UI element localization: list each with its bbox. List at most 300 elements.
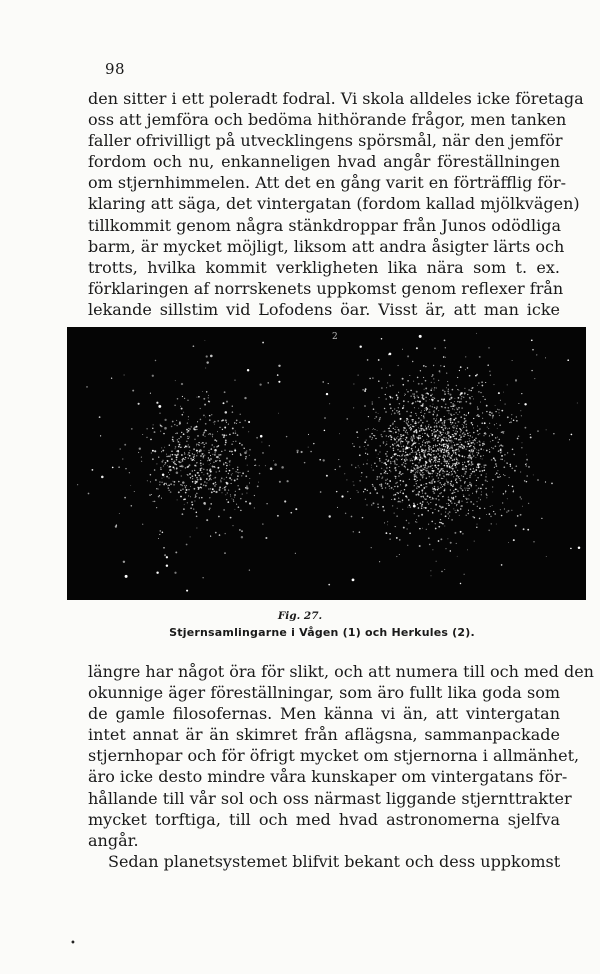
star-dot — [487, 427, 488, 428]
star-dot — [418, 494, 420, 496]
star-dot — [515, 465, 517, 467]
star-dot — [477, 524, 478, 525]
star-dot — [86, 386, 88, 388]
star-dot — [397, 508, 398, 509]
star-dot — [432, 549, 433, 550]
star-dot — [373, 428, 374, 429]
star-dot — [371, 547, 372, 548]
star-dot — [234, 494, 236, 496]
star-dot — [436, 460, 437, 461]
star-dot — [446, 481, 447, 482]
star-dot — [364, 441, 366, 443]
star-dot — [546, 556, 547, 557]
star-dot — [445, 515, 447, 517]
star-dot — [423, 497, 424, 498]
field-star — [247, 369, 249, 371]
star-dot — [411, 436, 412, 437]
star-dot — [401, 446, 402, 447]
star-dot — [428, 427, 429, 428]
star-dot — [400, 418, 402, 420]
star-dot — [239, 443, 240, 444]
star-dot — [439, 475, 440, 476]
star-dot — [435, 461, 436, 462]
star-dot — [397, 459, 398, 460]
star-dot — [433, 492, 435, 494]
star-dot — [366, 463, 368, 465]
star-dot — [389, 396, 391, 398]
text-line: den sitter i ett poleradt fodral. Vi skola alldeles icke företaga — [88, 89, 584, 108]
star-dot — [226, 468, 227, 469]
star-dot — [141, 457, 142, 458]
star-dot — [173, 467, 175, 469]
star-dot — [231, 479, 233, 481]
star-dot — [452, 465, 453, 466]
star-dot — [162, 450, 164, 452]
star-dot — [179, 422, 180, 423]
star-dot — [393, 489, 394, 490]
star-dot — [419, 401, 421, 403]
star-dot — [212, 434, 214, 436]
star-dot — [187, 438, 188, 439]
text-line: längre har något öra för slikt, och att numera till och med den — [88, 662, 594, 681]
star-dot — [477, 385, 478, 386]
star-dot — [498, 392, 500, 394]
star-dot — [181, 432, 182, 433]
star-dot — [475, 457, 476, 458]
star-dot — [468, 456, 469, 457]
star-dot — [367, 505, 368, 506]
star-dot — [196, 445, 197, 446]
star-dot — [469, 440, 470, 441]
star-dot — [457, 377, 458, 378]
star-dot — [424, 474, 425, 475]
star-dot — [188, 489, 190, 491]
star-dot — [464, 574, 465, 575]
star-dot — [418, 408, 419, 409]
star-dot — [448, 496, 449, 497]
star-dot — [403, 462, 404, 463]
star-dot — [88, 493, 90, 495]
star-dot — [310, 451, 312, 453]
star-dot — [167, 465, 168, 466]
star-dot — [438, 421, 439, 422]
star-dot — [224, 391, 226, 393]
star-dot — [122, 458, 123, 459]
star-dot — [248, 431, 249, 432]
star-dot — [405, 496, 407, 498]
star-dot — [474, 541, 475, 542]
star-dot — [425, 465, 427, 467]
star-dot — [385, 470, 387, 472]
star-dot — [236, 504, 237, 505]
star-dot — [404, 427, 406, 429]
star-dot — [212, 454, 213, 455]
star-dot — [520, 410, 521, 411]
star-dot — [249, 478, 250, 479]
star-dot — [417, 504, 418, 505]
star-dot — [458, 397, 460, 399]
star-dot — [206, 391, 207, 392]
star-dot — [395, 483, 396, 484]
star-dot — [409, 532, 411, 534]
star-dot — [196, 527, 197, 528]
star-dot — [455, 478, 456, 479]
star-dot — [400, 474, 402, 476]
star-dot — [471, 450, 472, 451]
star-dot — [479, 441, 480, 442]
star-dot — [431, 482, 433, 484]
star-dot — [205, 368, 206, 369]
star-dot — [420, 496, 422, 498]
star-dot — [156, 402, 158, 404]
star-dot — [482, 459, 483, 460]
star-dot — [178, 491, 180, 493]
star-dot — [431, 376, 432, 377]
star-dot — [426, 478, 427, 479]
star-dot — [504, 454, 506, 456]
star-dot — [190, 473, 191, 474]
star-dot — [229, 464, 230, 465]
star-dot — [526, 481, 528, 483]
star-dot — [410, 460, 411, 461]
field-star — [186, 590, 188, 592]
star-dot — [476, 333, 477, 334]
star-dot — [487, 364, 489, 366]
star-dot — [387, 524, 388, 525]
star-dot — [446, 443, 448, 445]
star-dot — [423, 487, 425, 489]
star-dot — [171, 426, 173, 428]
star-dot — [168, 487, 169, 488]
star-dot — [439, 435, 440, 436]
star-dot — [463, 427, 464, 428]
star-dot — [454, 532, 456, 534]
star-dot — [214, 485, 215, 486]
star-dot — [474, 517, 476, 519]
star-dot — [421, 383, 422, 384]
star-dot — [467, 433, 468, 434]
star-dot — [150, 481, 151, 482]
star-dot — [278, 365, 280, 367]
star-dot — [237, 475, 239, 477]
star-dot — [196, 493, 198, 495]
star-dot — [395, 463, 396, 464]
star-dot — [213, 422, 214, 423]
star-dot — [405, 448, 406, 449]
star-dot — [199, 449, 202, 452]
star-dot — [489, 371, 490, 372]
star-dot — [254, 459, 256, 461]
star-dot — [192, 504, 194, 506]
star-dot — [236, 478, 238, 480]
star-dot — [502, 502, 503, 503]
star-dot — [425, 442, 427, 444]
star-dot — [438, 488, 439, 489]
star-dot — [390, 397, 391, 398]
star-dot — [447, 455, 448, 456]
star-dot — [390, 471, 391, 472]
star-dot — [451, 473, 453, 475]
star-dot — [459, 411, 460, 412]
star-dot — [119, 513, 120, 514]
star-dot — [516, 416, 517, 417]
star-dot — [194, 429, 196, 431]
star-dot — [518, 403, 519, 404]
star-dot — [204, 450, 205, 451]
star-dot — [166, 476, 168, 478]
star-dot — [422, 450, 423, 451]
star-dot — [438, 450, 440, 452]
star-dot — [161, 426, 163, 428]
star-dot — [443, 437, 445, 439]
star-dot — [454, 405, 456, 407]
star-dot — [463, 397, 464, 398]
star-dot — [212, 435, 213, 436]
star-dot — [478, 415, 480, 417]
star-dot — [417, 400, 418, 401]
star-dot — [536, 354, 537, 355]
star-dot — [372, 437, 373, 438]
star-dot — [386, 387, 387, 388]
star-dot — [470, 485, 472, 487]
star-dot — [464, 482, 465, 483]
star-dot — [500, 400, 501, 401]
star-dot — [405, 458, 406, 459]
figure-label: Fig. 27. — [277, 610, 323, 622]
star-dot — [394, 443, 395, 444]
star-dot — [409, 415, 411, 417]
star-dot — [441, 484, 442, 485]
star-dot — [456, 475, 457, 476]
star-dot — [473, 428, 474, 429]
star-dot — [165, 462, 167, 464]
star-dot — [419, 462, 420, 463]
star-dot — [189, 436, 190, 437]
star-dot — [403, 400, 405, 402]
star-dot — [456, 482, 457, 483]
star-dot — [477, 506, 478, 507]
star-dot — [531, 370, 532, 371]
star-dot — [235, 431, 236, 432]
star-dot — [458, 439, 460, 441]
star-dot — [210, 463, 211, 464]
star-dot — [468, 435, 469, 436]
star-dot — [428, 471, 429, 472]
star-dot — [396, 445, 397, 446]
star-dot — [462, 447, 464, 449]
star-dot — [439, 493, 441, 495]
star-dot — [407, 497, 408, 498]
star-dot — [387, 479, 388, 480]
star-dot — [419, 545, 421, 547]
star-dot — [435, 458, 436, 459]
star-dot — [470, 464, 472, 466]
star-dot — [463, 425, 464, 426]
star-dot — [193, 456, 194, 457]
star-dot — [457, 389, 458, 390]
star-dot — [445, 446, 446, 447]
star-dot — [313, 443, 314, 444]
star-dot — [528, 503, 529, 504]
star-dot — [441, 514, 442, 515]
star-dot — [203, 464, 204, 465]
star-dot — [482, 484, 484, 486]
star-dot — [417, 437, 419, 439]
star-dot — [462, 462, 463, 463]
star-dot — [320, 491, 322, 493]
star-dot — [397, 455, 398, 456]
star-dot — [473, 503, 475, 505]
star-dot — [477, 430, 479, 432]
star-dot — [379, 417, 380, 418]
star-dot — [219, 427, 220, 428]
star-dot — [456, 449, 458, 451]
star-dot — [455, 464, 456, 465]
star-dot — [456, 463, 457, 464]
star-dot — [436, 418, 437, 419]
star-dot — [186, 441, 187, 442]
star-dot — [150, 439, 152, 441]
star-dot — [208, 488, 209, 489]
star-dot — [353, 481, 354, 482]
star-dot — [402, 502, 403, 503]
star-dot — [434, 456, 435, 457]
star-dot — [172, 421, 174, 423]
star-dot — [469, 438, 470, 439]
star-dot — [208, 457, 209, 458]
star-dot — [177, 451, 179, 453]
text-line: okunnige äger föreställningar, som äro fullt lika goda som — [88, 683, 560, 703]
star-dot — [170, 454, 171, 455]
star-dot — [372, 402, 373, 403]
star-dot — [407, 442, 408, 443]
star-dot — [430, 499, 431, 500]
star-dot — [390, 446, 391, 447]
star-dot — [195, 474, 196, 475]
star-dot — [257, 485, 259, 487]
star-dot — [124, 374, 125, 375]
text-line: fordom och nu, enkanneligen hvad angår föreställningen — [88, 152, 560, 172]
star-dot — [186, 429, 188, 431]
star-dot — [446, 387, 447, 388]
star-dot — [400, 480, 402, 482]
star-dot — [178, 438, 179, 439]
star-dot — [409, 504, 411, 506]
star-dot — [238, 472, 239, 473]
star-dot — [210, 458, 212, 460]
star-dot — [396, 394, 398, 396]
star-dot — [500, 449, 502, 451]
star-dot — [433, 432, 434, 433]
star-dot — [501, 410, 503, 412]
star-dot — [406, 454, 408, 456]
star-dot — [151, 494, 152, 495]
star-dot — [422, 477, 423, 478]
star-dot — [188, 444, 189, 445]
star-dot — [470, 435, 471, 436]
star-dot — [407, 432, 408, 433]
star-dot — [437, 414, 438, 415]
star-dot — [214, 439, 216, 441]
star-dot — [451, 455, 453, 457]
star-dot — [432, 394, 433, 395]
star-dot — [446, 449, 448, 451]
star-dot — [442, 486, 443, 487]
star-dot — [402, 435, 403, 436]
star-dot — [460, 506, 461, 507]
star-dot — [175, 551, 177, 553]
star-dot — [441, 571, 442, 572]
top-paragraph — [88, 88, 584, 320]
star-dot — [395, 478, 396, 479]
star-dot — [419, 469, 420, 470]
star-dot — [203, 415, 205, 417]
star-dot — [431, 521, 433, 523]
star-dot — [194, 470, 195, 471]
star-dot — [400, 442, 401, 443]
star-dot — [436, 450, 437, 451]
star-dot — [399, 413, 400, 414]
star-dot — [520, 472, 521, 473]
star-dot — [447, 481, 448, 482]
star-dot — [429, 459, 430, 460]
star-dot — [393, 438, 395, 440]
text-line: klaring att säga, det vintergatan (fordom kallad mjölkvägen) — [88, 194, 580, 214]
star-dot — [422, 528, 423, 529]
star-dot — [453, 484, 454, 485]
star-dot — [237, 434, 239, 436]
star-dot — [173, 484, 175, 486]
star-dot — [448, 449, 449, 450]
star-dot — [469, 432, 470, 433]
star-dot — [388, 459, 389, 460]
star-dot — [417, 431, 418, 432]
star-dot — [421, 514, 423, 516]
star-dot — [457, 444, 458, 445]
star-dot — [440, 442, 441, 443]
star-dot — [266, 503, 267, 504]
star-dot — [471, 463, 472, 464]
star-dot — [357, 437, 358, 438]
star-dot — [500, 476, 501, 477]
star-dot — [478, 466, 480, 468]
star-dot — [419, 422, 420, 423]
star-dot — [408, 523, 409, 524]
star-dot — [423, 440, 424, 441]
star-dot — [203, 502, 206, 505]
star-dot — [187, 431, 189, 433]
star-dot — [430, 412, 431, 413]
star-dot — [465, 441, 467, 443]
star-dot — [278, 413, 279, 414]
star-dot — [230, 494, 231, 495]
star-dot — [262, 524, 263, 525]
star-dot — [473, 468, 474, 469]
star-dot — [460, 431, 461, 432]
field-star — [413, 505, 416, 508]
text-line: tillkommit genom några stänkdroppar från Junos odödliga — [88, 215, 562, 235]
star-dot — [183, 412, 184, 413]
star-dot — [464, 423, 465, 424]
star-dot — [433, 418, 435, 420]
star-dot — [416, 519, 417, 520]
star-dot — [472, 454, 473, 455]
star-dot — [489, 451, 490, 452]
star-dot — [362, 389, 363, 390]
star-dot — [184, 447, 185, 448]
star-dot — [419, 472, 420, 473]
star-dot — [456, 505, 457, 506]
